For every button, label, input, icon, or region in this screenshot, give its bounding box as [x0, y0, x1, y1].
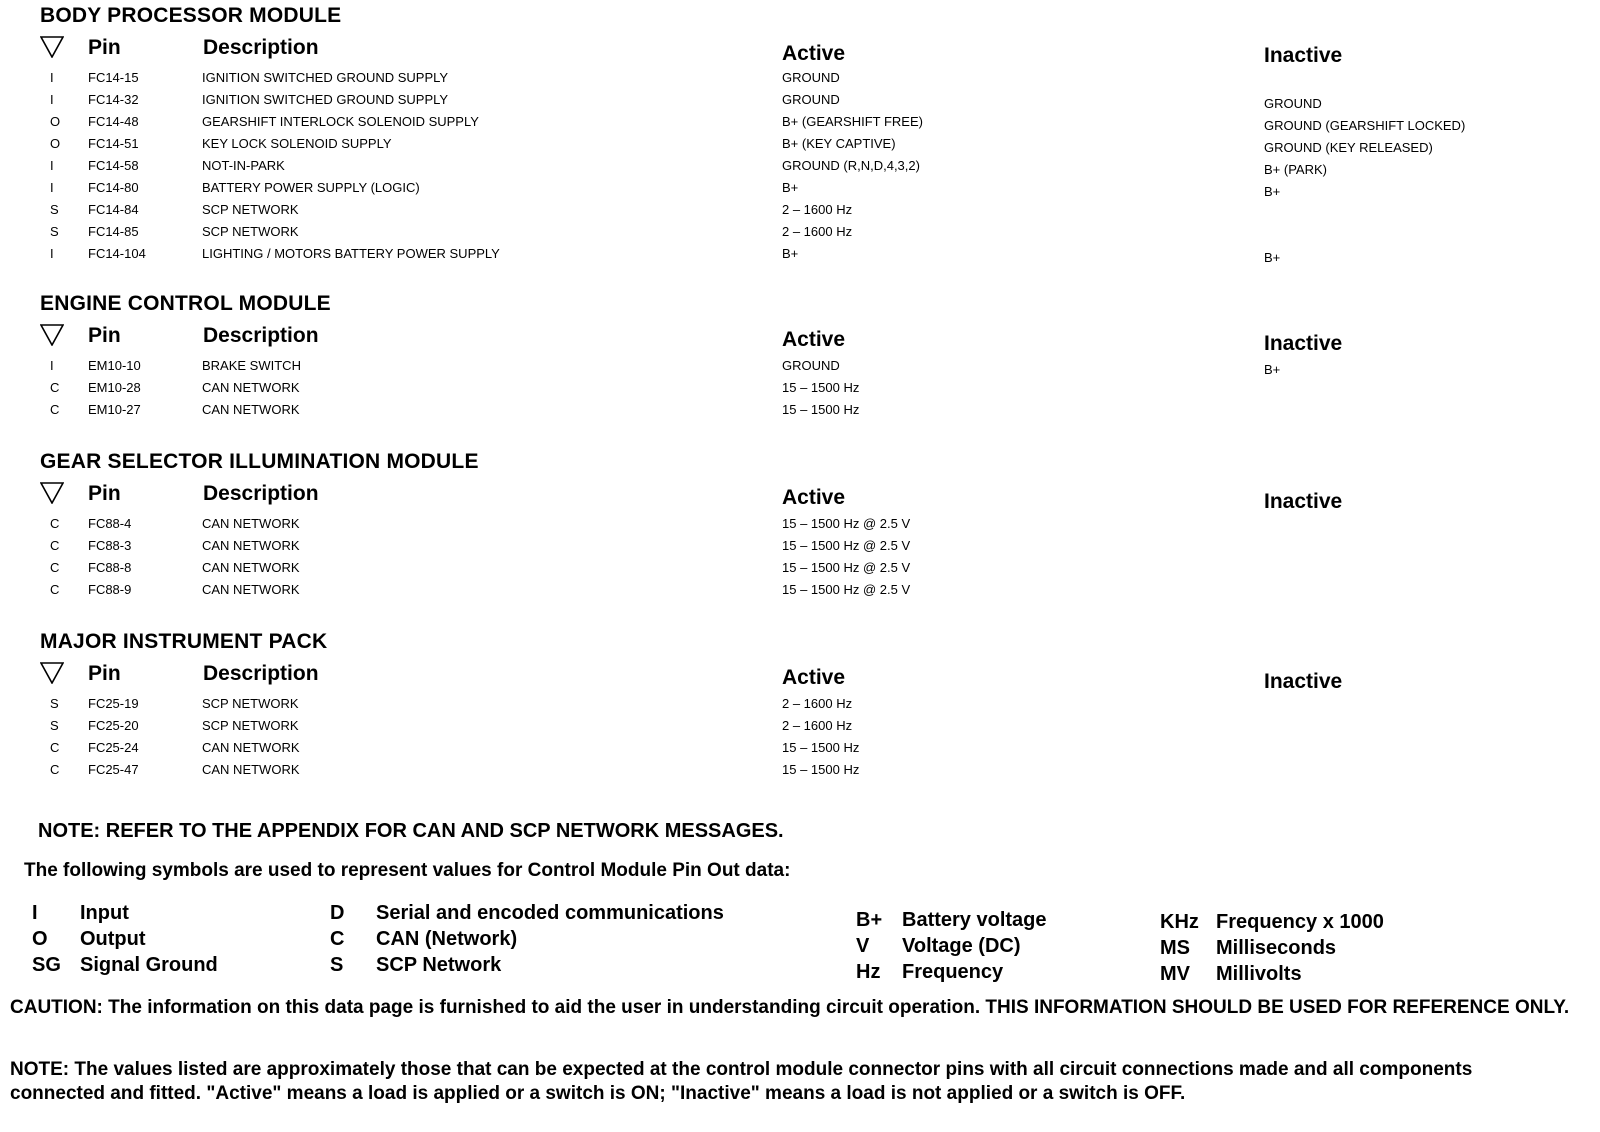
pin-active: 15 – 1500 Hz @ 2.5 V — [782, 538, 911, 553]
table-row — [38, 738, 1578, 760]
pin-description: BRAKE SWITCH — [202, 358, 301, 373]
legend-value: Voltage (DC) — [902, 935, 1021, 957]
pin-type: I — [50, 92, 54, 107]
pin-type: C — [50, 538, 60, 553]
legend-value: Frequency x 1000 — [1216, 911, 1384, 933]
legend-key: I — [32, 902, 38, 924]
section-title: MAJOR INSTRUMENT PACK — [40, 630, 328, 653]
pin-active: B+ (GEARSHIFT FREE) — [782, 114, 923, 129]
header-active: Active — [782, 328, 846, 351]
table-row — [38, 244, 1578, 266]
pin-inactive: B+ — [1264, 184, 1281, 199]
header-inactive: Inactive — [1264, 44, 1343, 67]
pin-id: FC14-80 — [88, 180, 139, 195]
pin-active: 2 – 1600 Hz — [782, 224, 853, 239]
header-pin: Pin — [88, 662, 121, 685]
legend-key: SG — [32, 954, 61, 976]
pin-inactive: B+ (PARK) — [1264, 162, 1327, 177]
table-row — [38, 112, 1578, 134]
pin-description: CAN NETWORK — [202, 560, 300, 575]
pin-description: SCP NETWORK — [202, 696, 299, 711]
header-active: Active — [782, 666, 846, 689]
symbols-intro: The following symbols are used to represent values for Control Module Pin Out data: — [24, 860, 791, 881]
legend-value: Serial and encoded communications — [376, 902, 724, 924]
pin-type: O — [50, 136, 61, 151]
direction-triangle-icon — [40, 482, 64, 504]
legend-key: Hz — [856, 961, 881, 983]
pin-description: SCP NETWORK — [202, 202, 299, 217]
section-major-instrument-pack — [38, 630, 1578, 790]
pin-id: FC25-19 — [88, 696, 139, 711]
pin-type: C — [50, 380, 60, 395]
pin-id: FC88-8 — [88, 560, 132, 575]
section-title: GEAR SELECTOR ILLUMINATION MODULE — [40, 450, 479, 473]
direction-triangle-icon — [40, 324, 64, 346]
table-row — [38, 222, 1578, 244]
pin-description: SCP NETWORK — [202, 718, 299, 733]
pin-inactive: GROUND — [1264, 96, 1322, 111]
pin-id: FC14-85 — [88, 224, 139, 239]
section-title: ENGINE CONTROL MODULE — [40, 292, 331, 315]
pin-description: CAN NETWORK — [202, 762, 300, 777]
pin-id: FC14-32 — [88, 92, 139, 107]
legend-value: Input — [80, 902, 129, 924]
table-row — [38, 400, 1578, 422]
table-row — [38, 716, 1578, 738]
legend-value: Milliseconds — [1216, 937, 1337, 959]
pin-inactive: B+ — [1264, 250, 1281, 265]
pin-inactive: B+ — [1264, 362, 1281, 377]
header-pin: Pin — [88, 36, 121, 59]
pin-description: CAN NETWORK — [202, 380, 300, 395]
pin-id: FC88-3 — [88, 538, 132, 553]
header-description: Description — [203, 324, 319, 347]
pin-active: 15 – 1500 Hz — [782, 380, 860, 395]
table-row — [38, 90, 1578, 112]
pin-id: FC14-51 — [88, 136, 139, 151]
legend-value: SCP Network — [376, 954, 502, 976]
pin-id: FC14-15 — [88, 70, 139, 85]
table-row — [38, 378, 1578, 400]
section-gear-selector-illumination-module — [38, 450, 1578, 610]
pin-inactive: GROUND (GEARSHIFT LOCKED) — [1264, 118, 1466, 133]
pin-description: SCP NETWORK — [202, 224, 299, 239]
legend-value: Millivolts — [1216, 963, 1302, 985]
pin-type: S — [50, 718, 59, 733]
legend-value: Frequency — [902, 961, 1004, 983]
table-row — [38, 178, 1578, 200]
legend-value: CAN (Network) — [376, 928, 518, 950]
pin-description: LIGHTING / MOTORS BATTERY POWER SUPPLY — [202, 246, 500, 261]
pin-type: I — [50, 70, 54, 85]
legend-key: C — [330, 928, 345, 950]
header-active: Active — [782, 42, 846, 65]
legend-key: KHz — [1160, 911, 1199, 933]
header-description: Description — [203, 662, 319, 685]
pin-id: FC25-20 — [88, 718, 139, 733]
pin-id: EM10-28 — [88, 380, 141, 395]
pin-description: CAN NETWORK — [202, 538, 300, 553]
direction-triangle-icon — [40, 662, 64, 684]
table-row — [38, 156, 1578, 178]
legend-key: V — [856, 935, 870, 957]
table-row — [38, 558, 1578, 580]
legend-key: MS — [1160, 937, 1190, 959]
values-note: NOTE: The values listed are approximately those that can be expected at the control module connector pins with all circuit connections made and all components connected and fitted. "Active" means a load is applied or a switch is ON; "Inactive" means a load is not applied or a switch is OFF. — [10, 1059, 1473, 1104]
legend-key: MV — [1160, 963, 1190, 985]
pin-id: FC14-104 — [88, 246, 146, 261]
legend-value: Battery voltage — [902, 909, 1047, 931]
pin-description: CAN NETWORK — [202, 516, 300, 531]
pin-type: C — [50, 740, 60, 755]
pin-type: S — [50, 696, 59, 711]
table-row — [38, 536, 1578, 558]
pin-description: IGNITION SWITCHED GROUND SUPPLY — [202, 92, 449, 107]
pin-id: FC25-24 — [88, 740, 139, 755]
header-pin: Pin — [88, 482, 121, 505]
pin-type: C — [50, 582, 60, 597]
pin-active: 15 – 1500 Hz @ 2.5 V — [782, 582, 911, 597]
section-body-processor-module — [38, 4, 1578, 274]
pin-active: GROUND — [782, 70, 840, 85]
pin-active: 15 – 1500 Hz @ 2.5 V — [782, 560, 911, 575]
table-row — [38, 68, 1578, 90]
pin-description: CAN NETWORK — [202, 740, 300, 755]
pin-active: 15 – 1500 Hz — [782, 740, 860, 755]
section-title: BODY PROCESSOR MODULE — [40, 4, 342, 27]
pin-active: GROUND (R,N,D,4,3,2) — [782, 158, 920, 173]
pin-active: B+ — [782, 180, 799, 195]
table-row — [38, 514, 1578, 536]
pin-type: I — [50, 246, 54, 261]
table-row — [38, 580, 1578, 602]
pin-id: FC25-47 — [88, 762, 139, 777]
legend-value: Signal Ground — [80, 954, 218, 976]
header-active: Active — [782, 486, 846, 509]
direction-triangle-icon — [40, 36, 64, 58]
table-row — [38, 760, 1578, 782]
table-row — [38, 134, 1578, 156]
pin-description: KEY LOCK SOLENOID SUPPLY — [202, 136, 392, 151]
pin-active: GROUND — [782, 92, 840, 107]
pin-active: 2 – 1600 Hz — [782, 718, 853, 733]
pin-id: FC88-4 — [88, 516, 132, 531]
table-row — [38, 694, 1578, 716]
header-description: Description — [203, 36, 319, 59]
pin-id: FC14-58 — [88, 158, 139, 173]
pin-type: C — [50, 516, 60, 531]
legend-value: Output — [80, 928, 146, 950]
pin-type: I — [50, 158, 54, 173]
pin-active: B+ (KEY CAPTIVE) — [782, 136, 896, 151]
legend-key: S — [330, 954, 344, 976]
pin-description: CAN NETWORK — [202, 402, 300, 417]
pin-description: BATTERY POWER SUPPLY (LOGIC) — [202, 180, 420, 195]
pin-active: 15 – 1500 Hz — [782, 762, 860, 777]
pin-active: 15 – 1500 Hz @ 2.5 V — [782, 516, 911, 531]
pin-description: IGNITION SWITCHED GROUND SUPPLY — [202, 70, 449, 85]
pin-type: S — [50, 202, 59, 217]
appendix-note: NOTE: REFER TO THE APPENDIX FOR CAN AND SCP NETWORK MESSAGES. — [38, 820, 784, 842]
pin-id: FC14-84 — [88, 202, 139, 217]
pin-type: I — [50, 180, 54, 195]
pin-description: GEARSHIFT INTERLOCK SOLENOID SUPPLY — [202, 114, 479, 129]
pin-active: 2 – 1600 Hz — [782, 202, 853, 217]
pin-description: CAN NETWORK — [202, 582, 300, 597]
header-description: Description — [203, 482, 319, 505]
pin-type: C — [50, 762, 60, 777]
pin-id: FC14-48 — [88, 114, 139, 129]
pin-type: O — [50, 114, 61, 129]
section-engine-control-module — [38, 292, 1578, 432]
pin-type: C — [50, 560, 60, 575]
header-inactive: Inactive — [1264, 332, 1343, 355]
header-inactive: Inactive — [1264, 670, 1343, 693]
pin-id: EM10-10 — [88, 358, 141, 373]
caution-note: CAUTION: The information on this data page is furnished to aid the user in understanding circuit operation. THIS INFORMATION SHOULD BE USED FOR REFERENCE ONLY. — [10, 997, 1570, 1018]
pin-type: S — [50, 224, 59, 239]
legend-key: O — [32, 928, 48, 950]
legend-key: D — [330, 902, 345, 924]
pin-id: FC88-9 — [88, 582, 132, 597]
pin-type: I — [50, 358, 54, 373]
legend-key: B+ — [856, 909, 883, 931]
pin-active: 2 – 1600 Hz — [782, 696, 853, 711]
header-inactive: Inactive — [1264, 490, 1343, 513]
table-row — [38, 200, 1578, 222]
pin-active: B+ — [782, 246, 799, 261]
pin-id: EM10-27 — [88, 402, 141, 417]
pin-inactive: GROUND (KEY RELEASED) — [1264, 140, 1433, 155]
pin-active: 15 – 1500 Hz — [782, 402, 860, 417]
table-row — [38, 356, 1578, 378]
pin-active: GROUND — [782, 358, 840, 373]
pin-type: C — [50, 402, 60, 417]
header-pin: Pin — [88, 324, 121, 347]
pin-description: NOT-IN-PARK — [202, 158, 285, 173]
